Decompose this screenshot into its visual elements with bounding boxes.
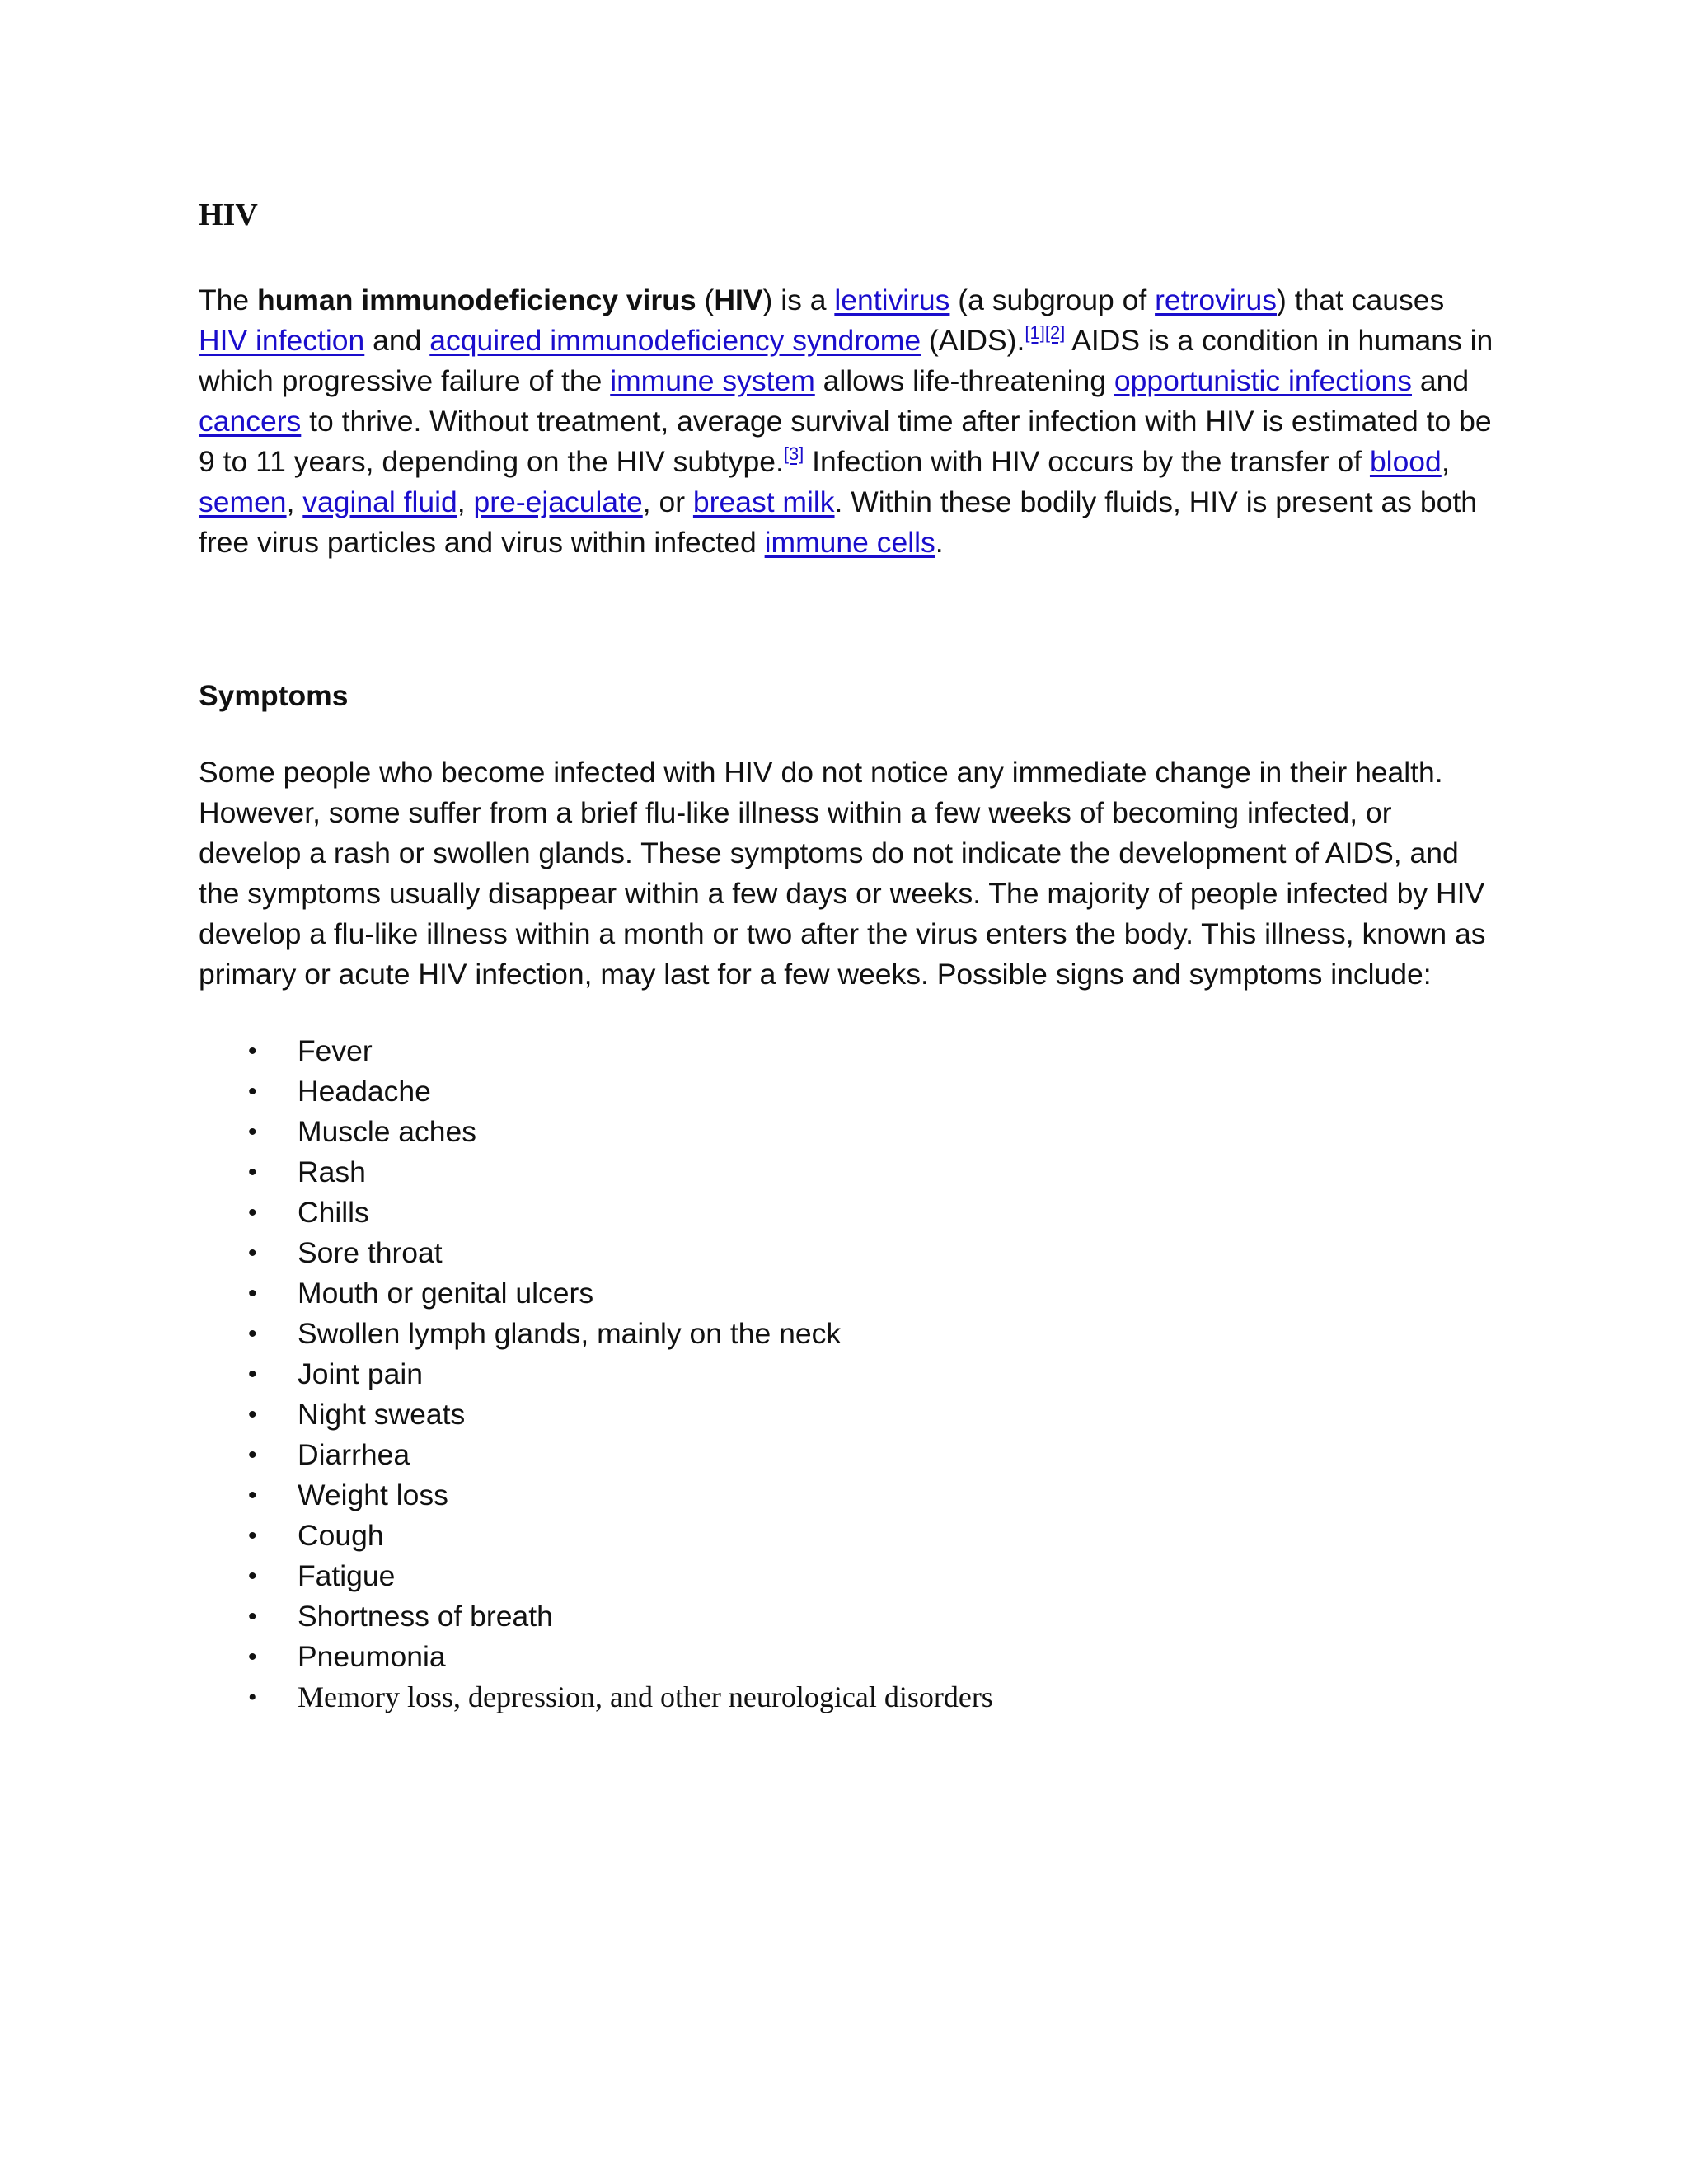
link-opportunistic-infections[interactable]: opportunistic infections [1114,364,1412,397]
link-hiv-infection[interactable]: HIV infection [199,324,365,357]
intro-text: (a subgroup of [950,284,1156,316]
list-item [199,1435,1501,1475]
bullet-icon: • [248,1280,257,1307]
list-item [199,1314,1501,1354]
list-item [199,1071,1501,1112]
list-item-text: Sore throat [298,1236,443,1269]
list-item-text: Diarrhea [298,1438,410,1471]
intro-text: ) is a [762,284,835,316]
link-vaginal-fluid[interactable]: vaginal fluid [302,485,457,518]
intro-text: , or [642,485,693,518]
bullet-icon: • [248,1441,257,1469]
list-item [199,1354,1501,1394]
bullet-icon: • [248,1482,257,1509]
list-item [199,1394,1501,1435]
bold-term-abbreviation: HIV [714,284,763,316]
list-item-text: Weight loss [298,1479,448,1511]
intro-text: The [199,284,258,316]
bullet-icon: • [248,1118,257,1146]
intro-text: AIDS is a condition in humans in which progressive failure of the [199,324,1493,397]
intro-text: . Within these bodily fluids, HIV is present as both free virus particles and virus within infected [199,485,1477,559]
intro-paragraph [199,280,1501,563]
list-item [199,1031,1501,1071]
list-item [199,1112,1501,1152]
list-item-text: Chills [298,1196,369,1229]
link-cancers[interactable]: cancers [199,405,302,438]
intro-text: allows life-threatening [814,364,1114,397]
link-immune-system[interactable]: immune system [610,364,815,397]
intro-text: (AIDS). [921,324,1025,357]
bullet-icon: • [248,1199,257,1226]
list-item-text: Headache [298,1075,431,1108]
list-item-text: Joint pain [298,1357,423,1390]
intro-text: ) that causes [1277,284,1445,316]
symptoms-heading: Symptoms [199,679,349,712]
intro-text: ( [696,284,715,316]
list-item-text: Shortness of breath [298,1600,553,1633]
symptoms-paragraph: Some people who become infected with HIV do not notice any immediate change in their health. However, some suffer from a brief flu-like illness within a few weeks of becoming infected, or develop a rash or swollen glands. These symptoms do not indicate the development of AIDS, and the symptoms usually disappear within a few days or weeks. The majority of people infected by HIV develop a flu-like illness within a month or two after the virus enters the body. This illness, known as primary or acute HIV infection, may last for a few weeks. Possible signs and symptoms include: [199,756,1486,991]
bullet-icon: • [248,1038,257,1065]
list-item [199,1475,1501,1516]
list-item [199,1193,1501,1233]
bullet-icon: • [248,1401,257,1428]
link-breast-milk[interactable]: breast milk [692,485,835,518]
list-item-text: Fever [298,1034,373,1067]
list-item [199,1596,1501,1637]
document-title: HIV [199,198,258,232]
list-item [199,1233,1501,1273]
intro-text: . [935,526,944,559]
intro-text: , [457,485,474,518]
bullet-icon: • [248,1522,257,1549]
list-item [199,1152,1501,1193]
list-item [199,1677,1501,1718]
citation-link-1[interactable]: [1] [1025,322,1045,343]
intro-text: and [1411,364,1470,397]
intro-text: Infection with HIV occurs by the transfer of [804,445,1370,478]
bullet-icon: • [248,1159,257,1186]
list-item-text: Rash [298,1155,366,1188]
bullet-icon: • [248,1684,257,1711]
citation [784,443,804,464]
bullet-icon: • [248,1563,257,1590]
link-pre-ejaculate[interactable]: pre-ejaculate [473,485,643,518]
list-item-text: Pneumonia [298,1640,446,1673]
link-blood[interactable]: blood [1369,445,1442,478]
bold-term-full-name: human immunodeficiency virus [257,284,696,316]
intro-text: , [1441,445,1450,478]
bullet-icon: • [248,1643,257,1671]
bullet-icon: • [248,1603,257,1630]
link-aids[interactable]: acquired immunodeficiency syndrome [429,324,921,357]
intro-text: to thrive. Without treatment, average survival time after infection with HIV is estimated to be 9 to 11 years, depending on the HIV subtype. [199,405,1492,478]
link-retrovirus[interactable]: retrovirus [1155,284,1278,316]
intro-text: and [364,324,430,357]
list-item [199,1637,1501,1677]
bullet-icon: • [248,1320,257,1347]
list-item-text: Fatigue [298,1559,396,1592]
list-item [199,1556,1501,1596]
link-semen[interactable]: semen [199,485,287,518]
citation-link-2[interactable]: [2] [1044,322,1066,343]
list-item [199,1273,1501,1314]
list-item-text: Memory loss, depression, and other neurological disorders [298,1680,993,1713]
bullet-icon: • [248,1361,257,1388]
list-item-text: Night sweats [298,1398,466,1431]
list-item-text: Swollen lymph glands, mainly on the neck [298,1317,842,1350]
bullet-icon: • [248,1240,257,1267]
citation [1025,322,1065,343]
citation-link-3[interactable]: [3] [783,443,804,464]
list-item-text: Muscle aches [298,1115,477,1148]
list-item-text: Mouth or genital ulcers [298,1277,594,1310]
link-immune-cells[interactable]: immune cells [764,526,935,559]
link-lentivirus[interactable]: lentivirus [834,284,950,316]
intro-text: , [286,485,303,518]
list-item-text: Cough [298,1519,384,1552]
list-item [199,1516,1501,1556]
document-page [199,194,1501,1718]
symptom-list [199,1031,1501,1718]
bullet-icon: • [248,1078,257,1105]
